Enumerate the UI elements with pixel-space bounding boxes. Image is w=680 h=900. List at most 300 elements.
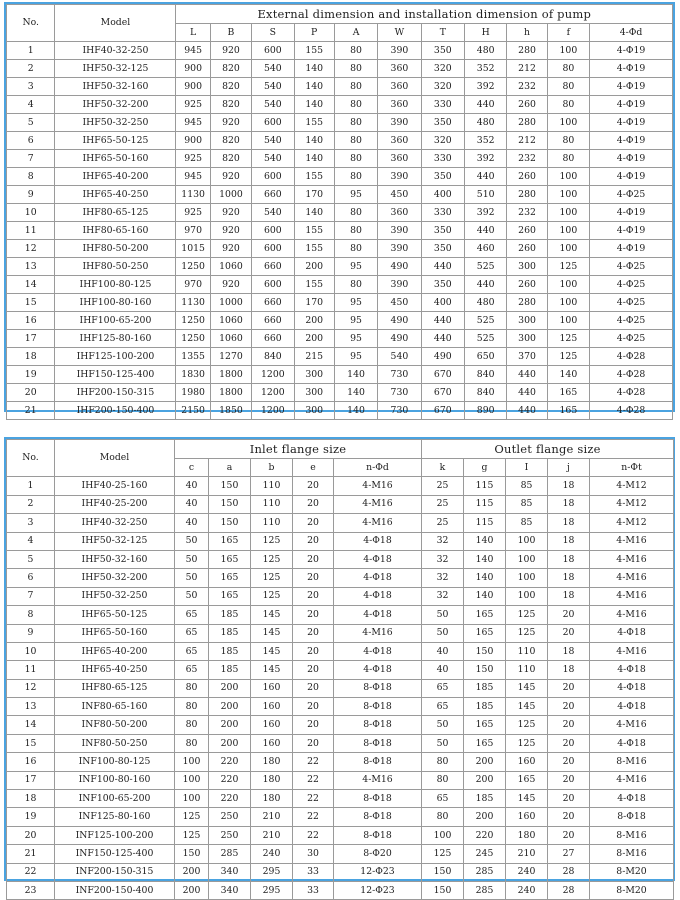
value-cell: 232: [507, 150, 547, 168]
value-cell: 180: [506, 826, 548, 844]
value-cell: 1015: [176, 240, 210, 258]
table-row: [7, 587, 674, 605]
value-cell: 250: [209, 826, 251, 844]
value-cell: 100: [547, 276, 589, 294]
value-cell: 100: [547, 222, 589, 240]
value-cell: 670: [421, 402, 464, 420]
table-row: [7, 642, 674, 660]
value-cell: 392: [464, 204, 506, 222]
value-cell: 110: [506, 661, 548, 679]
external-dimension-body: [7, 42, 673, 420]
model-cell: IHF65-50-160: [55, 150, 176, 168]
value-cell: 165: [464, 624, 506, 642]
value-cell: 4-M16: [590, 642, 674, 660]
model-cell: IHF40-32-250: [55, 514, 175, 532]
value-cell: 80: [334, 78, 377, 96]
value-cell: 4-Φ28: [590, 402, 673, 420]
row-number-cell: 6: [7, 569, 55, 587]
model-cell: IHF50-32-200: [55, 569, 175, 587]
value-cell: 4-M16: [590, 587, 674, 605]
table-row: [7, 60, 673, 78]
value-cell: 140: [334, 402, 377, 420]
value-cell: 150: [209, 514, 251, 532]
value-cell: 150: [209, 495, 251, 513]
value-cell: 50: [175, 569, 209, 587]
value-cell: 4-Φ25: [590, 330, 673, 348]
value-cell: 925: [176, 150, 210, 168]
model-cell: IHF40-32-250: [55, 42, 176, 60]
value-cell: 140: [334, 384, 377, 402]
value-cell: 330: [421, 96, 464, 114]
model-cell: IHF200-150-400: [55, 402, 176, 420]
row-number-cell: 1: [7, 477, 55, 495]
value-cell: 115: [464, 514, 506, 532]
value-cell: 300: [294, 366, 334, 384]
value-cell: 300: [507, 330, 547, 348]
value-cell: 8-Φ20: [334, 845, 422, 863]
table-row: [7, 679, 674, 697]
value-cell: 525: [464, 258, 506, 276]
value-cell: 140: [547, 366, 589, 384]
value-cell: 8-Φ18: [334, 753, 422, 771]
value-cell: 32: [422, 532, 464, 550]
dimension-column-header: P: [294, 24, 334, 42]
value-cell: 80: [547, 60, 589, 78]
value-cell: 150: [422, 863, 464, 881]
value-cell: 1800: [210, 384, 251, 402]
value-cell: 100: [547, 294, 589, 312]
value-cell: 20: [548, 624, 590, 642]
value-cell: 80: [175, 716, 209, 734]
value-cell: 360: [378, 204, 421, 222]
value-cell: 100: [175, 771, 209, 789]
row-number-cell: 2: [7, 60, 55, 78]
value-cell: 50: [422, 716, 464, 734]
outlet-column-header: g: [464, 459, 506, 477]
row-number-cell: 22: [7, 863, 55, 881]
value-cell: 525: [464, 312, 506, 330]
value-cell: 160: [251, 698, 293, 716]
value-cell: 185: [209, 606, 251, 624]
value-cell: 650: [464, 348, 506, 366]
value-cell: 22: [293, 826, 334, 844]
value-cell: 360: [378, 60, 421, 78]
value-cell: 18: [548, 550, 590, 568]
value-cell: 4-Φ18: [334, 587, 422, 605]
value-cell: 50: [175, 532, 209, 550]
value-cell: 1250: [176, 258, 210, 276]
row-number-cell: 13: [7, 698, 55, 716]
value-cell: 4-M16: [590, 550, 674, 568]
value-cell: 1000: [210, 186, 251, 204]
value-cell: 1200: [252, 384, 294, 402]
row-number-cell: 13: [7, 258, 55, 276]
value-cell: 8-M20: [590, 881, 674, 899]
model-cell: IHF50-32-125: [55, 532, 175, 550]
value-cell: 20: [293, 514, 334, 532]
value-cell: 20: [293, 642, 334, 660]
value-cell: 600: [252, 168, 294, 186]
value-cell: 970: [176, 276, 210, 294]
value-cell: 20: [293, 606, 334, 624]
value-cell: 600: [252, 240, 294, 258]
value-cell: 510: [464, 186, 506, 204]
value-cell: 125: [547, 348, 589, 366]
value-cell: 4-M12: [590, 514, 674, 532]
table-row: [7, 845, 674, 863]
value-cell: 25: [422, 477, 464, 495]
value-cell: 4-Φ18: [334, 569, 422, 587]
model-cell: IHF65-40-250: [55, 186, 176, 204]
row-number-cell: 1: [7, 42, 55, 60]
model-cell: INF80-50-250: [55, 734, 175, 752]
value-cell: 150: [209, 477, 251, 495]
value-cell: 220: [209, 771, 251, 789]
value-cell: 490: [421, 348, 464, 366]
value-cell: 300: [507, 312, 547, 330]
value-cell: 450: [378, 294, 421, 312]
value-cell: 20: [293, 550, 334, 568]
value-cell: 80: [547, 78, 589, 96]
value-cell: 920: [210, 204, 251, 222]
value-cell: 140: [334, 366, 377, 384]
value-cell: 460: [464, 240, 506, 258]
value-cell: 820: [210, 150, 251, 168]
row-number-cell: 9: [7, 186, 55, 204]
inlet-column-header: a: [209, 459, 251, 477]
value-cell: 20: [548, 716, 590, 734]
col-no-header: No.: [7, 5, 55, 42]
dimension-column-header: S: [252, 24, 294, 42]
value-cell: 145: [251, 642, 293, 660]
value-cell: 65: [175, 661, 209, 679]
model-cell: IHF80-50-250: [55, 258, 176, 276]
value-cell: 390: [378, 168, 421, 186]
external-dimension-group-header: External dimension and installation dimension of pump: [176, 5, 673, 24]
value-cell: 140: [464, 550, 506, 568]
value-cell: 170: [294, 294, 334, 312]
model-cell: IHF100-80-125: [55, 276, 176, 294]
value-cell: 185: [464, 698, 506, 716]
model-cell: IHF100-80-160: [55, 294, 176, 312]
row-number-cell: 8: [7, 168, 55, 186]
value-cell: 350: [421, 42, 464, 60]
table-row: [7, 168, 673, 186]
value-cell: 920: [210, 168, 251, 186]
value-cell: 350: [421, 168, 464, 186]
value-cell: 165: [547, 384, 589, 402]
row-number-cell: 14: [7, 716, 55, 734]
value-cell: 4-Φ19: [590, 114, 673, 132]
value-cell: 100: [547, 186, 589, 204]
value-cell: 95: [334, 330, 377, 348]
value-cell: 185: [209, 642, 251, 660]
value-cell: 1130: [176, 186, 210, 204]
value-cell: 20: [548, 698, 590, 716]
value-cell: 200: [464, 753, 506, 771]
value-cell: 4-Φ28: [590, 384, 673, 402]
value-cell: 50: [175, 587, 209, 605]
value-cell: 100: [422, 826, 464, 844]
value-cell: 165: [464, 716, 506, 734]
table-row: [7, 42, 673, 60]
value-cell: 100: [547, 312, 589, 330]
value-cell: 160: [251, 716, 293, 734]
value-cell: 95: [334, 186, 377, 204]
value-cell: 4-M16: [334, 495, 422, 513]
value-cell: 660: [252, 312, 294, 330]
table-row: [7, 826, 674, 844]
value-cell: 232: [507, 78, 547, 96]
value-cell: 25: [422, 495, 464, 513]
value-cell: 295: [251, 863, 293, 881]
value-cell: 300: [294, 384, 334, 402]
table-row: [7, 114, 673, 132]
value-cell: 155: [294, 240, 334, 258]
value-cell: 540: [378, 348, 421, 366]
value-cell: 125: [506, 734, 548, 752]
model-cell: INF80-50-200: [55, 716, 175, 734]
value-cell: 260: [507, 276, 547, 294]
value-cell: 4-Φ25: [590, 312, 673, 330]
value-cell: 115: [464, 477, 506, 495]
table-row: [7, 204, 673, 222]
value-cell: 20: [293, 679, 334, 697]
inlet-column-header: e: [293, 459, 334, 477]
model-cell: IHF40-25-160: [55, 477, 175, 495]
value-cell: 660: [252, 258, 294, 276]
outlet-flange-group-header: Outlet flange size: [422, 440, 674, 459]
value-cell: 80: [334, 240, 377, 258]
value-cell: 65: [422, 698, 464, 716]
row-number-cell: 21: [7, 845, 55, 863]
value-cell: 212: [507, 132, 547, 150]
value-cell: 100: [175, 753, 209, 771]
value-cell: 600: [252, 42, 294, 60]
model-cell: IHF50-32-200: [55, 96, 176, 114]
value-cell: 80: [547, 150, 589, 168]
value-cell: 280: [507, 294, 547, 312]
model-cell: IHF125-80-160: [55, 330, 176, 348]
value-cell: 4-Φ28: [590, 348, 673, 366]
value-cell: 340: [209, 881, 251, 899]
table-row: [7, 78, 673, 96]
value-cell: 400: [421, 186, 464, 204]
value-cell: 80: [334, 150, 377, 168]
table-row: [7, 661, 674, 679]
value-cell: 240: [506, 881, 548, 899]
table-row: [7, 312, 673, 330]
value-cell: 540: [252, 204, 294, 222]
value-cell: 200: [294, 312, 334, 330]
value-cell: 490: [378, 330, 421, 348]
value-cell: 85: [506, 477, 548, 495]
value-cell: 220: [209, 790, 251, 808]
model-cell: IHF65-40-200: [55, 642, 175, 660]
value-cell: 970: [176, 222, 210, 240]
value-cell: 140: [464, 569, 506, 587]
value-cell: 440: [464, 276, 506, 294]
value-cell: 350: [421, 114, 464, 132]
value-cell: 1200: [252, 366, 294, 384]
table-row: [7, 734, 674, 752]
value-cell: 8-M16: [590, 753, 674, 771]
value-cell: 660: [252, 294, 294, 312]
value-cell: 390: [378, 114, 421, 132]
table-row: [7, 294, 673, 312]
value-cell: 480: [464, 42, 506, 60]
row-number-cell: 3: [7, 514, 55, 532]
value-cell: 4-Φ18: [334, 550, 422, 568]
value-cell: 125: [251, 569, 293, 587]
value-cell: 100: [547, 114, 589, 132]
value-cell: 945: [176, 114, 210, 132]
row-number-cell: 19: [7, 808, 55, 826]
value-cell: 200: [464, 771, 506, 789]
value-cell: 18: [548, 495, 590, 513]
table-row: [7, 276, 673, 294]
value-cell: 65: [175, 642, 209, 660]
value-cell: 540: [252, 150, 294, 168]
value-cell: 20: [293, 587, 334, 605]
value-cell: 200: [209, 734, 251, 752]
value-cell: 525: [464, 330, 506, 348]
value-cell: 4-Φ28: [590, 366, 673, 384]
value-cell: 100: [547, 42, 589, 60]
value-cell: 28: [548, 863, 590, 881]
value-cell: 165: [209, 587, 251, 605]
value-cell: 4-Φ18: [590, 698, 674, 716]
value-cell: 220: [209, 753, 251, 771]
table-row: [7, 258, 673, 276]
value-cell: 20: [548, 679, 590, 697]
value-cell: 160: [251, 734, 293, 752]
row-number-cell: 11: [7, 222, 55, 240]
value-cell: 50: [422, 606, 464, 624]
value-cell: 480: [464, 114, 506, 132]
table-row: [7, 569, 674, 587]
value-cell: 145: [251, 624, 293, 642]
value-cell: 4-Φ25: [590, 294, 673, 312]
value-cell: 100: [506, 587, 548, 605]
inlet-column-header: n-Φd: [334, 459, 422, 477]
dimension-column-header: H: [464, 24, 506, 42]
value-cell: 440: [464, 222, 506, 240]
inlet-flange-group-header: Inlet flange size: [175, 440, 422, 459]
value-cell: 40: [422, 661, 464, 679]
value-cell: 160: [506, 753, 548, 771]
model-cell: INF100-65-200: [55, 790, 175, 808]
value-cell: 215: [294, 348, 334, 366]
value-cell: 22: [293, 790, 334, 808]
value-cell: 125: [506, 716, 548, 734]
model-cell: IHF65-50-125: [55, 132, 176, 150]
value-cell: 920: [210, 276, 251, 294]
value-cell: 330: [421, 204, 464, 222]
value-cell: 20: [293, 477, 334, 495]
value-cell: 210: [251, 826, 293, 844]
value-cell: 185: [209, 624, 251, 642]
value-cell: 660: [252, 186, 294, 204]
model-cell: INF200-150-315: [55, 863, 175, 881]
value-cell: 1980: [176, 384, 210, 402]
value-cell: 140: [294, 78, 334, 96]
value-cell: 32: [422, 550, 464, 568]
value-cell: 1355: [176, 348, 210, 366]
value-cell: 140: [294, 204, 334, 222]
value-cell: 185: [464, 679, 506, 697]
table-row: [7, 477, 674, 495]
value-cell: 440: [507, 366, 547, 384]
value-cell: 370: [507, 348, 547, 366]
table-row: [7, 514, 674, 532]
value-cell: 360: [378, 96, 421, 114]
value-cell: 730: [378, 402, 421, 420]
value-cell: 4-M12: [590, 495, 674, 513]
value-cell: 165: [464, 606, 506, 624]
value-cell: 95: [334, 348, 377, 366]
table-row: [7, 790, 674, 808]
value-cell: 440: [421, 330, 464, 348]
value-cell: 440: [464, 96, 506, 114]
row-number-cell: 5: [7, 550, 55, 568]
value-cell: 4-Φ19: [590, 78, 673, 96]
value-cell: 4-M16: [334, 771, 422, 789]
value-cell: 320: [421, 132, 464, 150]
model-cell: IHF50-32-250: [55, 114, 176, 132]
value-cell: 18: [548, 477, 590, 495]
value-cell: 440: [421, 312, 464, 330]
model-cell: IHF50-32-160: [55, 78, 176, 96]
value-cell: 390: [378, 42, 421, 60]
value-cell: 4-M16: [590, 606, 674, 624]
value-cell: 80: [334, 42, 377, 60]
value-cell: 480: [464, 294, 506, 312]
value-cell: 900: [176, 60, 210, 78]
value-cell: 18: [548, 532, 590, 550]
value-cell: 540: [252, 96, 294, 114]
value-cell: 4-Φ25: [590, 186, 673, 204]
value-cell: 600: [252, 114, 294, 132]
value-cell: 260: [507, 222, 547, 240]
value-cell: 392: [464, 150, 506, 168]
value-cell: 8-Φ18: [334, 679, 422, 697]
value-cell: 450: [378, 186, 421, 204]
value-cell: 115: [464, 495, 506, 513]
row-number-cell: 18: [7, 790, 55, 808]
value-cell: 210: [251, 808, 293, 826]
value-cell: 22: [293, 753, 334, 771]
value-cell: 490: [378, 258, 421, 276]
value-cell: 352: [464, 60, 506, 78]
dimension-column-header: A: [334, 24, 377, 42]
value-cell: 440: [464, 168, 506, 186]
value-cell: 1270: [210, 348, 251, 366]
value-cell: 4-M16: [590, 771, 674, 789]
value-cell: 110: [251, 477, 293, 495]
value-cell: 150: [175, 845, 209, 863]
value-cell: 150: [422, 881, 464, 899]
value-cell: 95: [334, 312, 377, 330]
model-cell: IHF150-125-400: [55, 366, 176, 384]
value-cell: 4-Φ19: [590, 168, 673, 186]
value-cell: 920: [210, 114, 251, 132]
row-number-cell: 7: [7, 587, 55, 605]
value-cell: 160: [251, 679, 293, 697]
table-row: [7, 698, 674, 716]
row-number-cell: 14: [7, 276, 55, 294]
table-row: [7, 402, 673, 420]
